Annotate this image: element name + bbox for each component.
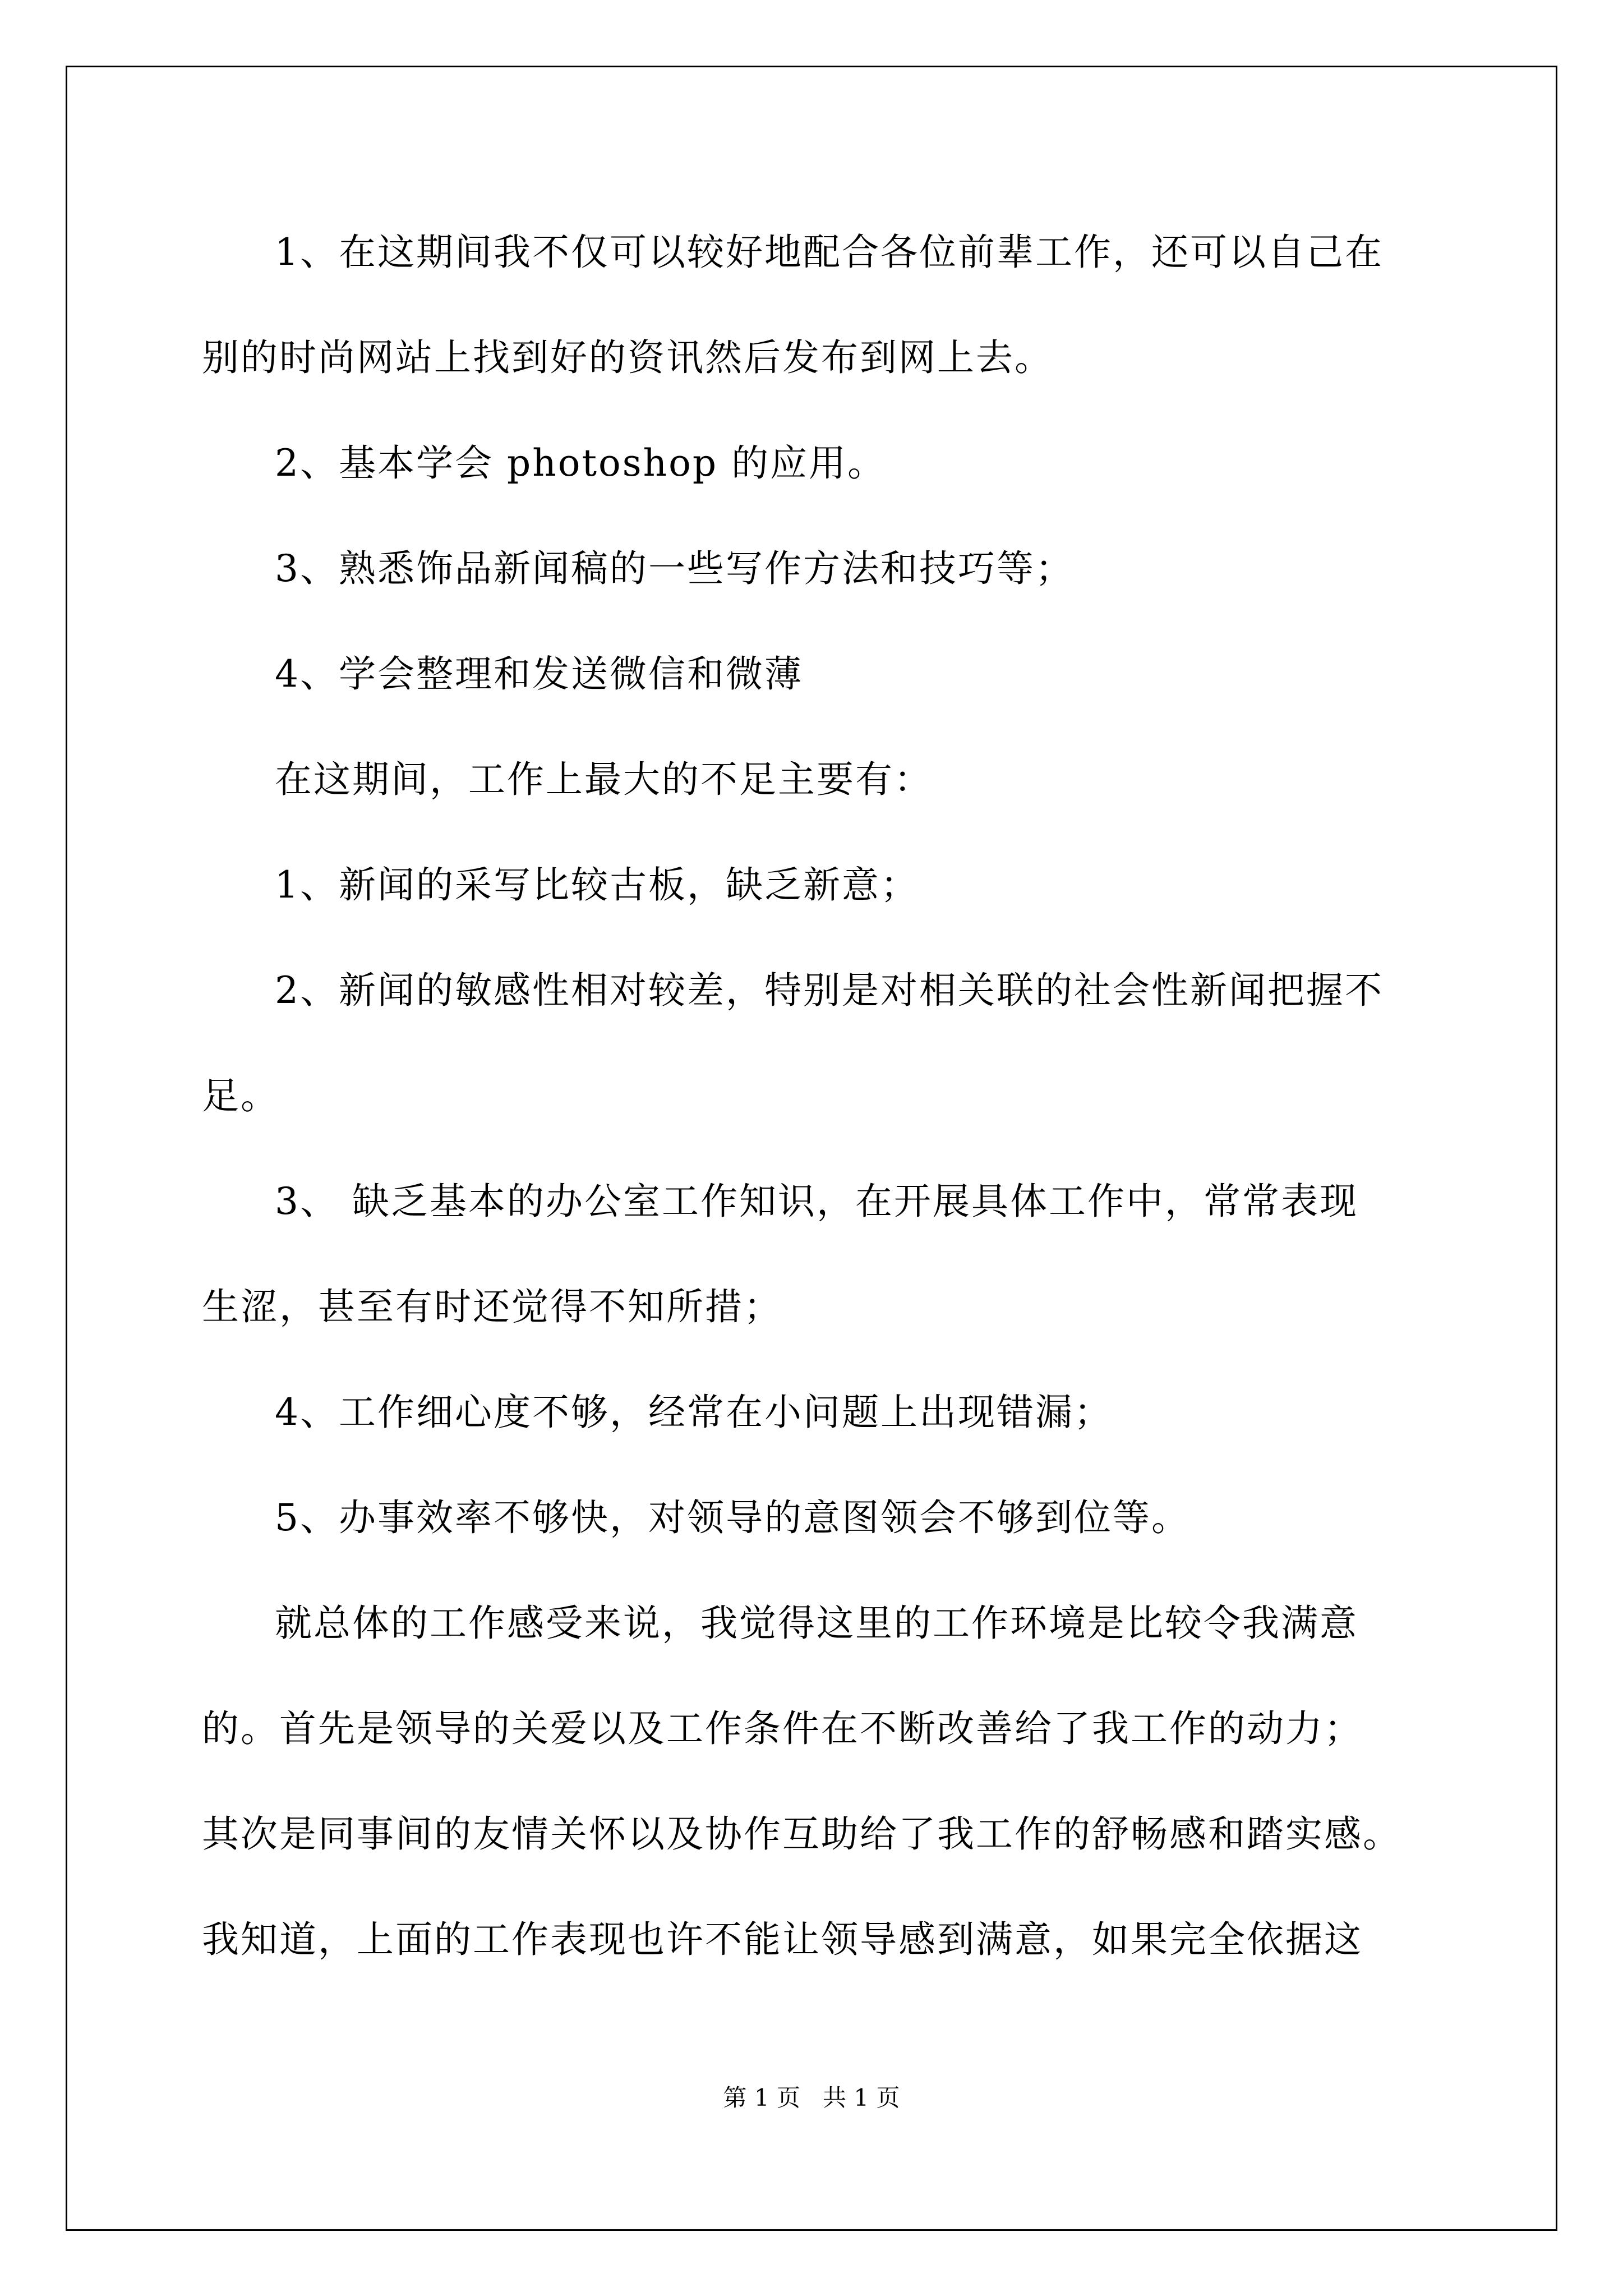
text-line: 其次是同事间的友情关怀以及协作互助给了我工作的舒畅感和踏实感。 [202,1812,1401,1856]
text-line: 1、在这期间我不仅可以较好地配合各位前辈工作，还可以自己在 [275,231,1384,274]
page-footer: 第 1 页 共 1 页 [723,2084,900,2111]
text-line: 4、学会整理和发送微信和微薄 [275,652,803,696]
text-line: 足。 [202,1074,279,1117]
text-line: 我知道，上面的工作表现也许不能让领导感到满意，如果完全依据这 [202,1918,1363,1961]
text-line: 3、 缺乏基本的办公室工作知识，在开展具体工作中，常常表现 [275,1180,1358,1223]
text-line: 别的时尚网站上找到好的资讯然后发布到网上去。 [202,336,1053,379]
text-line: 的。首先是领导的关爱以及工作条件在不断改善给了我工作的动力； [202,1707,1363,1750]
text-line: 在这期间，工作上最大的不足主要有： [275,758,933,801]
text-line: 3、熟悉饰品新闻稿的一些写作方法和技巧等； [275,547,1074,590]
text-line: 4、工作细心度不够，经常在小问题上出现错漏； [275,1391,1113,1434]
text-line: 生涩，甚至有时还觉得不知所措； [202,1285,782,1328]
text-line: 2、基本学会 photoshop 的应用。 [275,441,887,485]
text-line: 2、新闻的敏感性相对较差，特别是对相关联的社会性新闻把握不 [275,969,1384,1012]
text-line: 1、新闻的采写比较古板，缺乏新意； [275,863,919,907]
text-line: 就总体的工作感受来说，我觉得这里的工作环境是比较令我满意 [275,1602,1358,1645]
text-line: 5、办事效率不够快，对领导的意图领会不够到位等。 [275,1496,1190,1539]
